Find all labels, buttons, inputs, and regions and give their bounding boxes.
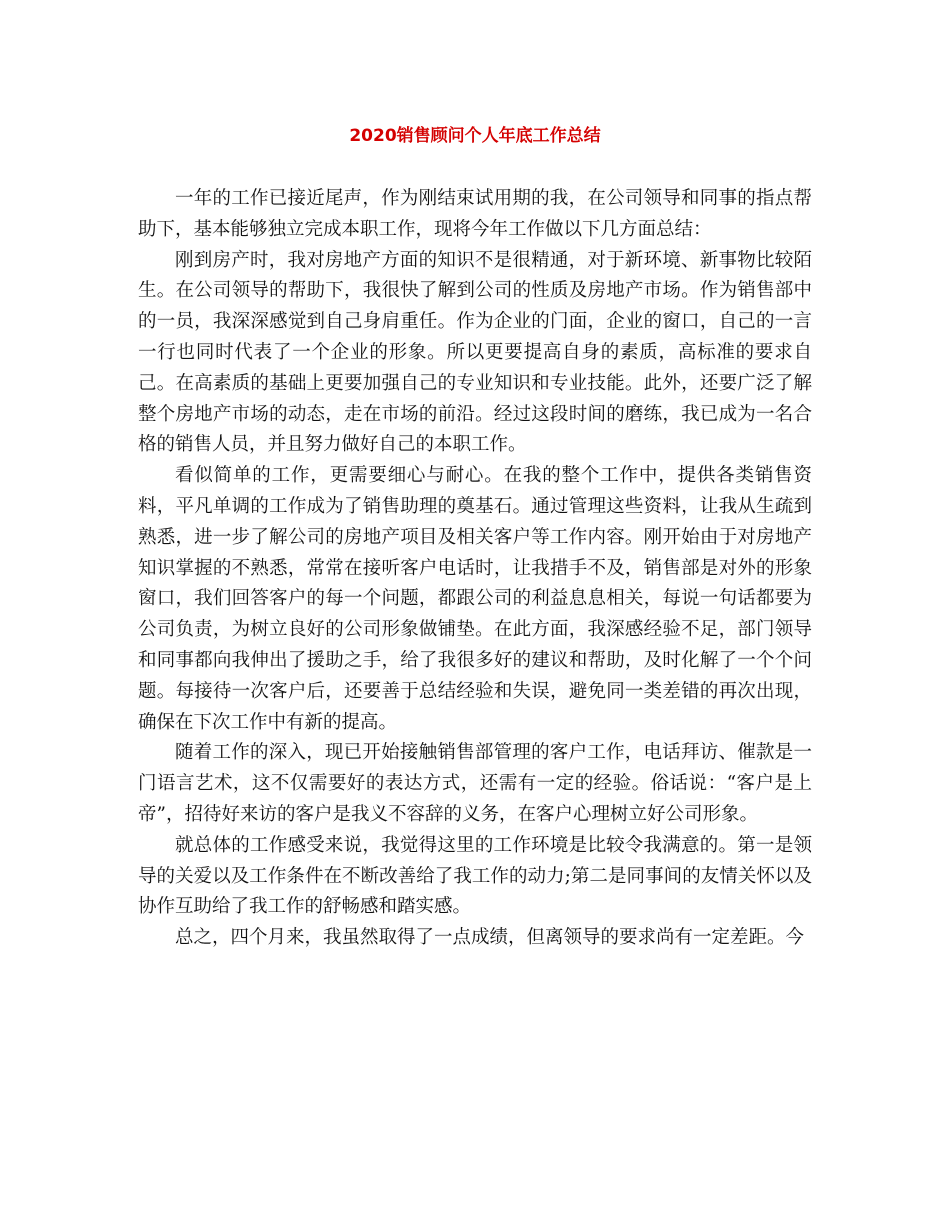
paragraph-customers: 随着工作的深入，现已开始接触销售部管理的客户工作，电话拜访、催款是一门语言艺术，这不仅需要好的表达方式，还需有一定的经验。俗话说：“客户是上帝”，招待好来访的客户是我义不容辞的义务，在客户心理树立好公司形象。: [138, 742, 812, 825]
paragraph-conclusion: 总之，四个月来，我虽然取得了一点成绩，但离领导的要求尚有一定差距。今: [175, 927, 805, 949]
paragraph-learning: 刚到房产时，我对房地产方面的知识不是很精通，对于新环境、新事物比较陌生。在公司领导的帮助下，我很快了解到公司的性质及房地产市场。作为销售部中的一员，我深深感觉到自己身肩重任。作为企业的门面，企业的窗口，自己的一言一行也同时代表了一个企业的形象。所以更要提高自身的素质，高标准的要求自己。在高素质的基础上更要加强自己的专业知识和专业技能。此外，还要广泛了解整个房地产市场的动态，走在市场的前沿。经过这段时间的磨练，我已成为一名合格的销售人员，并且努力做好自己的本职工作。: [138, 249, 812, 456]
paragraph-details: 看似简单的工作，更需要细心与耐心。在我的整个工作中，提供各类销售资料，平凡单调的工作成为了销售助理的奠基石。通过管理这些资料，让我从生疏到熟悉，进一步了解公司的房地产项目及相关客户等工作内容。刚开始由于对房地产知识掌握的不熟悉，常常在接听客户电话时，让我措手不及，销售部是对外的形象窗口，我们回答客户的每一个问题，都跟公司的利益息息相关，每说一句话都要为公司负责，为树立良好的公司形象做铺垫。在此方面，我深感经验不足，部门领导和同事都向我伸出了援助之手，给了我很多好的建议和帮助，及时化解了一个个问题。每接待一次客户后，还要善于总结经验和失误，避免同一类差错的再次出现，确保在下次工作中有新的提高。: [138, 465, 812, 733]
paragraph-intro: 一年的工作已接近尾声，作为刚结束试用期的我，在公司领导和同事的指点帮助下，基本能够独立完成本职工作，现将今年工作做以下几方面总结：: [138, 188, 812, 240]
paragraph-environment: 就总体的工作感受来说，我觉得这里的工作环境是比较令我满意的。第一是领导的关爱以及工作条件在不断改善给了我工作的动力;第二是同事间的友情关怀以及协作互助给了我工作的舒畅感和踏实感。: [138, 834, 812, 918]
document-title: 2020销售顾问个人年底工作总结: [349, 126, 601, 146]
document-body: [138, 184, 812, 954]
